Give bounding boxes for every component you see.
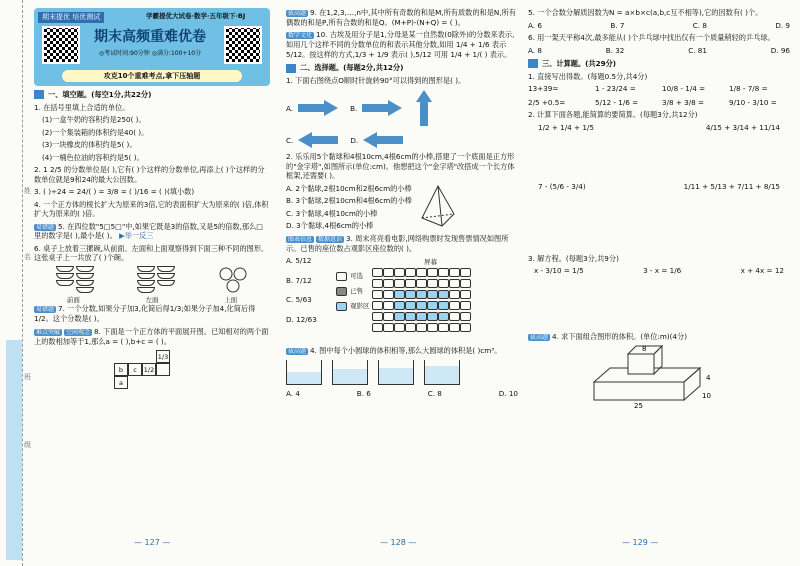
- question: 1. 在括号里填上合适的单位。: [34, 102, 130, 112]
- net-face: a: [114, 376, 128, 389]
- section-badge-icon: [286, 64, 296, 73]
- seat: [460, 312, 471, 321]
- header-subtitle: 学霸提优大试卷·数学·五年级下·BJ: [146, 12, 246, 20]
- beaker: [378, 360, 414, 385]
- question: 4. 一个正方体的棱长扩大为原来的3倍,它的表面积扩大为原来的( )倍,体积扩大为原来的( )倍。: [34, 199, 269, 218]
- seat: [460, 301, 471, 310]
- question: [528, 332, 790, 342]
- choice[interactable]: D. 96: [770, 45, 790, 55]
- question: 2. 计算下面各题,能简算的要简算。(每题3分,共12分): [528, 110, 698, 119]
- equation-row: [528, 266, 790, 276]
- question-text: 7. 一个分数,如果分子加3,化简后得1/3;如果分子加4,化简后得1/2。这个分数是( )。: [34, 304, 256, 324]
- choices: [286, 256, 326, 346]
- choice[interactable]: C. 8: [427, 389, 442, 399]
- choice[interactable]: C. 3个黏球,4根10cm的小棒: [286, 208, 378, 218]
- net-face: 1/3: [156, 350, 170, 363]
- question-text: 5. 在四位数"5□5□"中,如果它既是3的倍数,又是5的倍数,那么□里的数字是( ),最小是( )。: [34, 221, 264, 241]
- question-text: 9. 在1,2,3,…,n中,其中所有奇数的和是M,所有质数的和是N,所有偶数的和是P,所有合数的和是Q。(M+P)-(N+Q) = ( )。: [286, 8, 516, 27]
- seat: [427, 323, 438, 332]
- question: 3. 解方程。(每题3分,共9分): [528, 253, 619, 263]
- equation: x + 4x = 12: [740, 266, 784, 275]
- seat: [394, 312, 405, 321]
- spine-label: 姓: [24, 187, 31, 195]
- seat: [383, 312, 394, 321]
- calc-row: [528, 182, 790, 192]
- calc-item: 1/2 + 1/4 + 1/5: [538, 122, 594, 132]
- seat-question: [286, 256, 518, 346]
- question-tag: 难点突破: [36, 328, 61, 336]
- net-face: b: [114, 363, 128, 376]
- choice[interactable]: C. 8: [692, 20, 707, 30]
- pyramid-block: [286, 184, 518, 234]
- question-tag: 数学文化: [288, 32, 313, 40]
- view-captions: [34, 296, 270, 305]
- choices: [286, 184, 412, 234]
- question-text: 4. 求下面组合图形的体积。(单位:m)(4分): [552, 331, 687, 341]
- seat: [460, 290, 471, 299]
- calc-item: 10/8 - 1/4 =: [662, 84, 706, 93]
- seat: [449, 312, 460, 321]
- seat: [372, 279, 383, 288]
- seat: [438, 323, 449, 332]
- seat: [449, 301, 460, 310]
- seat: [383, 268, 394, 277]
- calc-item: 7 - (5/6 - 3/4): [538, 182, 586, 191]
- seat: [427, 279, 438, 288]
- seat: [460, 323, 471, 332]
- seat: [449, 290, 460, 299]
- question: [286, 346, 518, 356]
- seat: [438, 279, 449, 288]
- option-b[interactable]: [350, 99, 404, 117]
- arrow-right-icon: [360, 99, 404, 117]
- seat: [372, 312, 383, 321]
- section-title: 一、填空题。(每空1分,共22分): [48, 90, 152, 99]
- section-badge-icon: [34, 90, 44, 99]
- choice[interactable]: B. 7: [610, 20, 625, 30]
- question: [286, 8, 518, 27]
- legend-label: 已售: [350, 287, 363, 296]
- question: [34, 304, 270, 323]
- seat-legend: [336, 272, 370, 311]
- question: 1. 下面右图绕点O顺时针旋转90°可以得到的图形是( )。: [286, 75, 466, 85]
- sub-question: (4)一桶色拉油的容积约是5( )。: [42, 152, 144, 162]
- seat: [449, 268, 460, 277]
- cube-net: [114, 350, 170, 389]
- choice[interactable]: D. 10: [498, 389, 518, 399]
- choice[interactable]: C. 5/63: [286, 295, 312, 305]
- question-tag: 拔高题: [288, 348, 307, 356]
- choice[interactable]: D. 3个黏球,4根6cm的小棒: [286, 221, 374, 231]
- question: 2. 乐乐用5个黏球和4根10cm,4根6cm的小棒,搭建了一个底面是正方形的"金字塔",如图所示(单位:cm)。他想把这个"金字塔"改搭成一个长方体框架,还需要( )。: [286, 152, 515, 181]
- seat-map: [336, 258, 469, 344]
- bowl-views: [34, 266, 270, 294]
- seat: [427, 290, 438, 299]
- arrow-up-icon: [414, 88, 434, 128]
- pyramid-icon: [418, 184, 458, 228]
- seat: [438, 268, 449, 277]
- choice[interactable]: A. 6: [528, 20, 542, 30]
- question: 1. 直接写出得数。(每题0.5分,共4分): [528, 71, 648, 81]
- seat: [383, 323, 394, 332]
- spine-strip: [6, 340, 22, 560]
- left-view: [137, 266, 175, 294]
- rotation-options: [286, 131, 518, 149]
- calc-item: 3/8 + 3/8 =: [662, 97, 705, 107]
- calc-item: 1/11 + 5/13 + 7/11 + 8/15: [683, 182, 780, 191]
- question-tag: 易错题: [36, 306, 55, 314]
- beaker: [286, 360, 322, 385]
- choice[interactable]: C. 81: [688, 45, 707, 55]
- seat: [394, 268, 405, 277]
- calc-row: [528, 123, 790, 133]
- exam-meta: ◎考试时间:90分钟 ◎满分:100+10分: [98, 50, 202, 57]
- seat: [416, 290, 427, 299]
- question-tag: 拔高题: [288, 10, 307, 17]
- work-space[interactable]: [528, 192, 790, 254]
- question-text: 3. 周末亮亮看电影,网络购票时发现售票情况如图所示。已售的座位数占观影区座位数的( )。: [286, 233, 509, 253]
- view-caption: 左面: [145, 295, 159, 304]
- seat: [394, 290, 405, 299]
- choice[interactable]: B. 3个黏球,2根10cm和4根6cm的小棒: [286, 196, 412, 206]
- option-label: A.: [286, 103, 294, 113]
- net-face: [156, 363, 170, 376]
- question-tag: 拔高题: [530, 333, 549, 341]
- header-banner: 攻克10个重难考点,拿下压轴题: [62, 70, 242, 82]
- legend-label: 观影区: [350, 302, 370, 311]
- question-tag: 数据意识: [318, 235, 343, 243]
- option-label: B.: [350, 103, 358, 113]
- seat: [394, 323, 405, 332]
- header-ribbon: 期末提优 培优测试: [38, 12, 104, 23]
- spine-label: 名: [24, 253, 31, 261]
- option-label: C.: [286, 135, 294, 145]
- seat: [372, 323, 383, 332]
- dim-label: 4: [706, 374, 711, 383]
- calc-item: 5/12 - 1/6 =: [595, 97, 639, 107]
- beaker: [424, 360, 460, 385]
- legend-swatch: [336, 302, 347, 311]
- dim-label: 10: [702, 392, 711, 401]
- section-calculation: [528, 59, 790, 69]
- arrow-left-icon: [361, 131, 405, 149]
- seat: [438, 301, 449, 310]
- exam-title: 期末高频重难优卷: [94, 29, 206, 45]
- seat: [416, 323, 427, 332]
- cut-line: [22, 0, 24, 566]
- seat: [383, 301, 394, 310]
- choice[interactable]: A. 8: [528, 45, 542, 55]
- seat: [416, 301, 427, 310]
- seat: [449, 323, 460, 332]
- question-tag: 易错题: [36, 223, 55, 231]
- top-view: [218, 266, 248, 294]
- choice[interactable]: D. 9: [775, 20, 790, 30]
- composite-solid-figure: [588, 344, 748, 408]
- page-number: — 128 —: [380, 538, 417, 547]
- question: 5. 一个合数分解质因数为N = a×b×c(a,b,c互不相等),它的因数有( )个。: [528, 8, 763, 17]
- equation: x - 3/10 = 1/5: [534, 266, 584, 275]
- question-tag: 空间观念: [66, 328, 91, 336]
- seat: [405, 279, 416, 288]
- section-fill-blank: [34, 90, 270, 100]
- section-badge-icon: [528, 59, 538, 68]
- legend-swatch: [336, 272, 347, 281]
- equation: 3 - x = 1/6: [643, 266, 682, 275]
- seat: [383, 279, 394, 288]
- page-number: — 127 —: [134, 538, 171, 547]
- seat: [427, 312, 438, 321]
- seat: [405, 301, 416, 310]
- question: 2. 1 2/5 的分数单位是( ),它有( )个这样的分数单位,再添上( )个这样的分数单位就是9和24的最大公因数。: [34, 165, 265, 184]
- page-129: [528, 8, 790, 411]
- choice[interactable]: A. 5/12: [286, 256, 312, 266]
- work-space[interactable]: [528, 132, 790, 182]
- spine-label: 级: [24, 441, 31, 449]
- view-caption: 上面: [224, 295, 238, 304]
- screen-label: 屏幕: [424, 258, 437, 267]
- seat: [460, 268, 471, 277]
- seat: [405, 268, 416, 277]
- seat: [427, 301, 438, 310]
- option-a[interactable]: [286, 99, 340, 117]
- question: [286, 234, 518, 253]
- rotation-options: [286, 88, 518, 128]
- sub-question: (3)一块橡皮的体积约是5( )。: [42, 140, 137, 149]
- circles-icon: [218, 266, 248, 294]
- qr-code-icon: [42, 26, 80, 64]
- work-space[interactable]: [528, 276, 790, 332]
- net-face: c: [128, 363, 142, 376]
- seat: [405, 290, 416, 299]
- net-face: 1/2: [142, 363, 156, 376]
- question-text: 4. 图中每个小圆球的体积相等,那么大圆球的体积是( )cm³。: [310, 346, 502, 356]
- question-text: 10. 古埃及用分子是1,分母是某一自然数(0除外)的分数来表示,如用几个这样不同的分数单位的和表示其他分数,如用 1/4 + 1/6 表示 5/12。按这样的方式,1/3 + 1/9 表示( ),5/12 可用 1/4 + 1/( ) 表示。: [286, 30, 515, 59]
- calc-item: 4/15 + 3/14 + 11/14: [705, 122, 780, 132]
- calc-item: 2/5 +0.5=: [528, 97, 566, 107]
- question-text: 8. 下面是一个正方体的平面展开图。已知相对的两个面上的数相加等于1,那么a = ( ),b+c = ( )。: [34, 326, 269, 346]
- question: 3. ( )÷24 = 24/( ) = 3/8 = ( )/16 = ( )(填小数): [34, 187, 195, 196]
- oral-calc-grid: [528, 84, 790, 107]
- seat: [416, 279, 427, 288]
- seat: [372, 290, 383, 299]
- page-number: — 129 —: [622, 538, 659, 547]
- question: 6. 桌子上放着三摞碗,从前面、左面和上面观察得到下面三种不同的图形,这张桌子上一共放了( )个碗。: [34, 243, 264, 263]
- question: [34, 222, 270, 241]
- sub-question: (1)一盒牛奶的容积约是250( )。: [42, 115, 146, 124]
- option-label: D.: [350, 135, 359, 145]
- binding-spine: [0, 0, 22, 566]
- choice[interactable]: B. 32: [605, 45, 625, 55]
- choice[interactable]: A. 2个黏球,2根10cm和2根6cm的小棒: [286, 183, 412, 193]
- section-choice: [286, 63, 518, 73]
- question: [286, 30, 518, 59]
- choices: [528, 46, 790, 56]
- sub-question: (2)一个集装箱的体积约是40( )。: [42, 127, 149, 137]
- calc-item: 1 - 23/24 =: [595, 84, 636, 93]
- related-link[interactable]: ▶举一反三: [119, 231, 154, 241]
- legend-swatch: [336, 287, 347, 296]
- beakers: [286, 360, 518, 385]
- calc-item: 9/10 - 3/10 =: [729, 97, 777, 107]
- calc-item: 1/8 - 7/8 =: [729, 84, 768, 93]
- seat: [438, 290, 449, 299]
- legend-label: 可选: [350, 272, 363, 281]
- section-title: 三、计算题。(共29分): [542, 59, 617, 68]
- arrow-right-icon: [296, 99, 340, 117]
- option-d[interactable]: [350, 131, 405, 149]
- seat: [372, 301, 383, 310]
- seat: [416, 268, 427, 277]
- choices: [286, 389, 518, 399]
- page-128: [286, 8, 518, 402]
- seat: [394, 301, 405, 310]
- beaker: [332, 360, 368, 385]
- seat: [405, 312, 416, 321]
- qr-code-icon: [224, 26, 262, 64]
- arrow-left-icon: [296, 131, 340, 149]
- seat-grid: [372, 268, 469, 332]
- exam-header: [34, 8, 270, 86]
- seat: [383, 290, 394, 299]
- section-title: 二、选择题。(每题2分,共12分): [300, 63, 404, 73]
- seat: [372, 268, 383, 277]
- choice[interactable]: B. 6: [356, 389, 371, 399]
- seat: [460, 279, 471, 288]
- seat: [438, 312, 449, 321]
- calc-item: 13+39=: [528, 84, 559, 93]
- front-view: [56, 266, 94, 294]
- question: 6. 用一架天平称4次,最多能从( )个乒乓球中找出仅有一个质量稍轻的乒乓球。: [528, 33, 775, 42]
- seat: [416, 312, 427, 321]
- seat: [405, 323, 416, 332]
- question: [34, 327, 270, 346]
- spine-label: 班: [24, 373, 31, 381]
- seat: [449, 279, 460, 288]
- dim-label: 25: [634, 402, 643, 409]
- view-caption: 前面: [66, 295, 80, 304]
- choice[interactable]: B. 7/12: [286, 275, 312, 285]
- seat: [394, 279, 405, 288]
- option-c[interactable]: [286, 131, 340, 149]
- page-127: [34, 8, 270, 389]
- choices: [528, 21, 790, 31]
- choice[interactable]: A. 4: [286, 389, 300, 399]
- seat: [427, 268, 438, 277]
- choice[interactable]: D. 12/63: [286, 314, 317, 324]
- question-tag: 图表信息: [288, 235, 313, 243]
- dim-label: 8: [642, 345, 647, 354]
